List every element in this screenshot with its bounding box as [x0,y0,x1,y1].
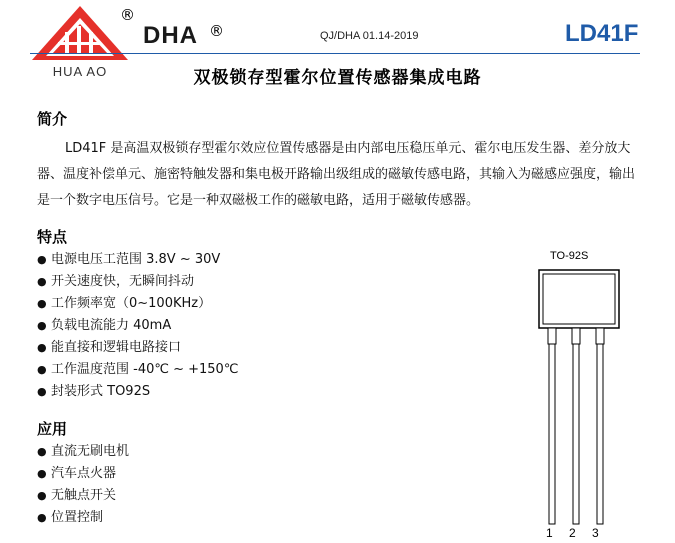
bullet-icon: ● [37,489,47,502]
intro-text: LD41F 是高温双极锁存型霍尔效应位置传感器是由内部电压稳压单元、霍尔电压发生器、差分放大器、温度补偿单元、施密特触发器和集电极开路输出级组成的磁敏传感电路，其输入为磁感应强度，输出是一个数字电压信号。它是一种双磁极工作的磁敏电路，适用于磁敏传感器。 [37,141,636,208]
bullet-icon: ● [37,341,47,354]
package-label: TO-92S [550,250,589,262]
features-heading: 特点 [37,228,68,246]
bullet-icon: ● [37,385,47,398]
to92s-package-diagram [522,250,632,540]
svg-text:HUA AO: HUA AO [52,64,108,79]
part-number: LD41F [565,20,639,47]
list-item: ● 开关速度快，无瞬间抖动 [37,271,238,293]
list-item: ● 工作频率宽（0~100KHz） [37,293,238,315]
list-item: ● 直流无刷电机 [37,441,129,463]
list-item: ● 汽车点火器 [37,463,129,485]
bullet-icon: ● [37,253,47,266]
applications-heading: 应用 [37,420,68,438]
bullet-icon: ● [37,275,47,288]
bullet-icon: ● [37,467,47,480]
pin-2-label: 2 [569,526,576,540]
header-rule [30,53,640,54]
list-item: ● 无触点开关 [37,485,129,507]
list-item: ● 能直接和逻辑电路接口 [37,337,238,359]
doc-number: QJ/DHA 01.14-2019 [320,30,419,42]
list-item: ● 位置控制 [37,507,129,529]
list-item: ● 封装形式 TO92S [37,381,238,403]
bullet-icon: ● [37,511,47,524]
applications-list [37,441,129,529]
list-item: ● 电源电压工范围 3.8V ~ 30V [37,249,238,271]
bullet-icon: ● [37,319,47,332]
intro-heading: 简介 [37,110,68,128]
list-item: ● 工作温度范围 -40℃ ~ +150℃ [37,359,238,381]
bullet-icon: ● [37,445,47,458]
bullet-icon: ● [37,297,47,310]
bullet-icon: ● [37,363,47,376]
document-title: 双极锁存型霍尔位置传感器集成电路 [193,68,482,88]
registered-mark: ® [120,6,135,24]
pin-1-label: 1 [546,526,553,540]
features-list [37,249,238,403]
brand-name: DHA [143,22,198,49]
list-item: ● 负载电流能力 40mA [37,315,238,337]
registered-mark-brand: ® [209,22,224,40]
pin-3-label: 3 [592,526,599,540]
